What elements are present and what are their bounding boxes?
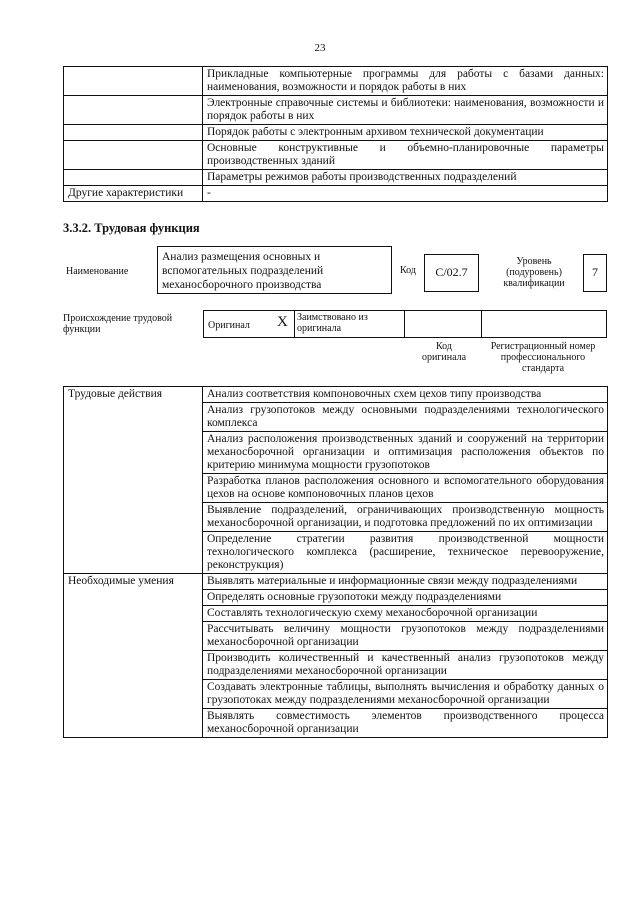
labor-action-item: Анализ грузопотоков между основными подразделениями технологического комплекса bbox=[203, 403, 608, 432]
knowledge-row: Порядок работы с электронным архивом технической документации bbox=[203, 125, 608, 141]
labor-action-item: Определение стратегии развития производственной мощности технологического комплекса (расширение, техническое перевооружение, реконструкция) bbox=[203, 532, 608, 574]
level-label: Уровень (подуровень) квалификации bbox=[503, 256, 565, 289]
skill-item: Определять основные грузопотоки между подразделениями bbox=[203, 590, 608, 606]
page-number: 23 bbox=[314, 42, 326, 54]
skill-item: Выявлять материальные и информационные связи между подразделениями bbox=[203, 574, 608, 590]
code-value-box: С/02.7 bbox=[424, 254, 479, 292]
skill-item: Выявлять совместимость элементов производственного процесса механосборочной организации bbox=[203, 709, 608, 738]
knowledge-row: Прикладные компьютерные программы для работы с базами данных: наименования, возможности и порядок работы в них bbox=[203, 67, 608, 96]
actions-skills-table bbox=[63, 386, 608, 738]
skill-item: Производить количественный и качественный анализ грузопотоков между подразделениями механосборочной организации bbox=[203, 651, 608, 680]
borrowed-label: Заимствовано из оригинала bbox=[297, 312, 368, 334]
code-label: Код bbox=[400, 265, 416, 276]
knowledge-row: Параметры режимов работы производственных подразделений bbox=[203, 170, 608, 186]
code-original-caption: Код оригинала bbox=[421, 341, 467, 363]
origin-label: Происхождение трудовой функции bbox=[63, 313, 173, 335]
knowledge-row: Основные конструктивные и объемно-планировочные параметры производственных зданий bbox=[203, 141, 608, 170]
function-name-box: Анализ размещения основных и вспомогательных подразделений механосборочного производства bbox=[157, 246, 392, 294]
name-label: Наименование bbox=[66, 266, 129, 277]
section-title: 3.3.2. Трудовая функция bbox=[63, 221, 200, 235]
skill-item: Создавать электронные таблицы, выполнять вычисления и обработку данных о грузопотоках между подразделениями механосборочной организации bbox=[203, 680, 608, 709]
original-label: Оригинал bbox=[208, 320, 250, 331]
labor-action-item: Анализ соответствия компоновочных схем цехов типу производства bbox=[203, 387, 608, 403]
reg-number-caption: Регистрационный номер профессионального стандарта bbox=[490, 341, 596, 374]
labor-action-item: Выявление подразделений, ограничивающих производственную мощность механосборочной организации, и подготовка предложений по их оптимизации bbox=[203, 503, 608, 532]
knowledge-table bbox=[63, 66, 608, 202]
labor-actions-label: Трудовые действия bbox=[64, 387, 203, 574]
knowledge-row: Электронные справочные системы и библиотеки: наименования, возможности и порядок работы в них bbox=[203, 96, 608, 125]
origin-frame bbox=[203, 310, 607, 338]
labor-action-item: Разработка планов расположения основного и вспомогательного оборудования цехов на основе компоновочных планов цехов bbox=[203, 474, 608, 503]
other-characteristics-label: Другие характеристики bbox=[64, 186, 203, 202]
original-mark: X bbox=[277, 314, 288, 330]
skill-item: Рассчитывать величину мощности грузопотоков между подразделениями механосборочной организации bbox=[203, 622, 608, 651]
skill-item: Составлять технологическую схему механосборочной организации bbox=[203, 606, 608, 622]
level-value-box: 7 bbox=[583, 254, 607, 292]
labor-action-item: Анализ расположения производственных зданий и сооружений на территории механосборочной организации и оптимизация расположения объектов по критерию минимума мощности грузопотоков bbox=[203, 432, 608, 474]
skills-label: Необходимые умения bbox=[64, 574, 203, 738]
other-characteristics-value: - bbox=[203, 186, 608, 202]
